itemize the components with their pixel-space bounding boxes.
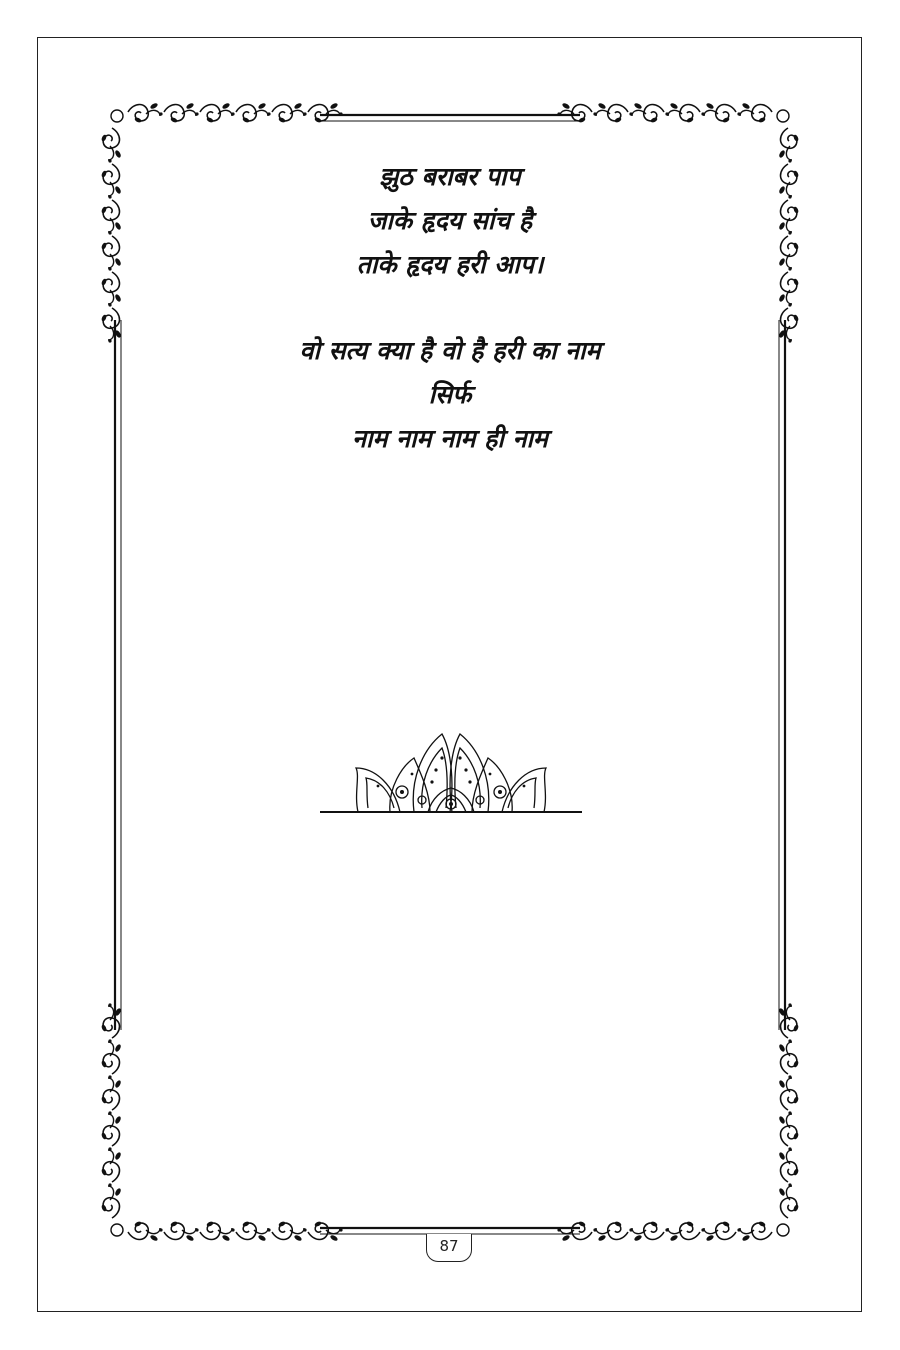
verse-one-line-2: जाके हृदय सांच है [367,206,533,235]
verse-stanza-one [150,155,750,287]
verse-one-line-3: ताके हृदय हरी आप। [356,250,544,279]
page-number: 87 [426,1234,472,1262]
verse-one-line-1: झुठ बराबर पाप [379,162,521,191]
mandala-icon [318,728,584,818]
verse-two-line-3: नाम नाम नाम ही नाम [352,424,548,453]
verse-stanza-two [150,329,750,461]
verse-two-line-2: सिर्फ [428,380,472,409]
verse-two-line-1: वो सत्य क्या है वो है हरी का नाम [299,336,601,365]
